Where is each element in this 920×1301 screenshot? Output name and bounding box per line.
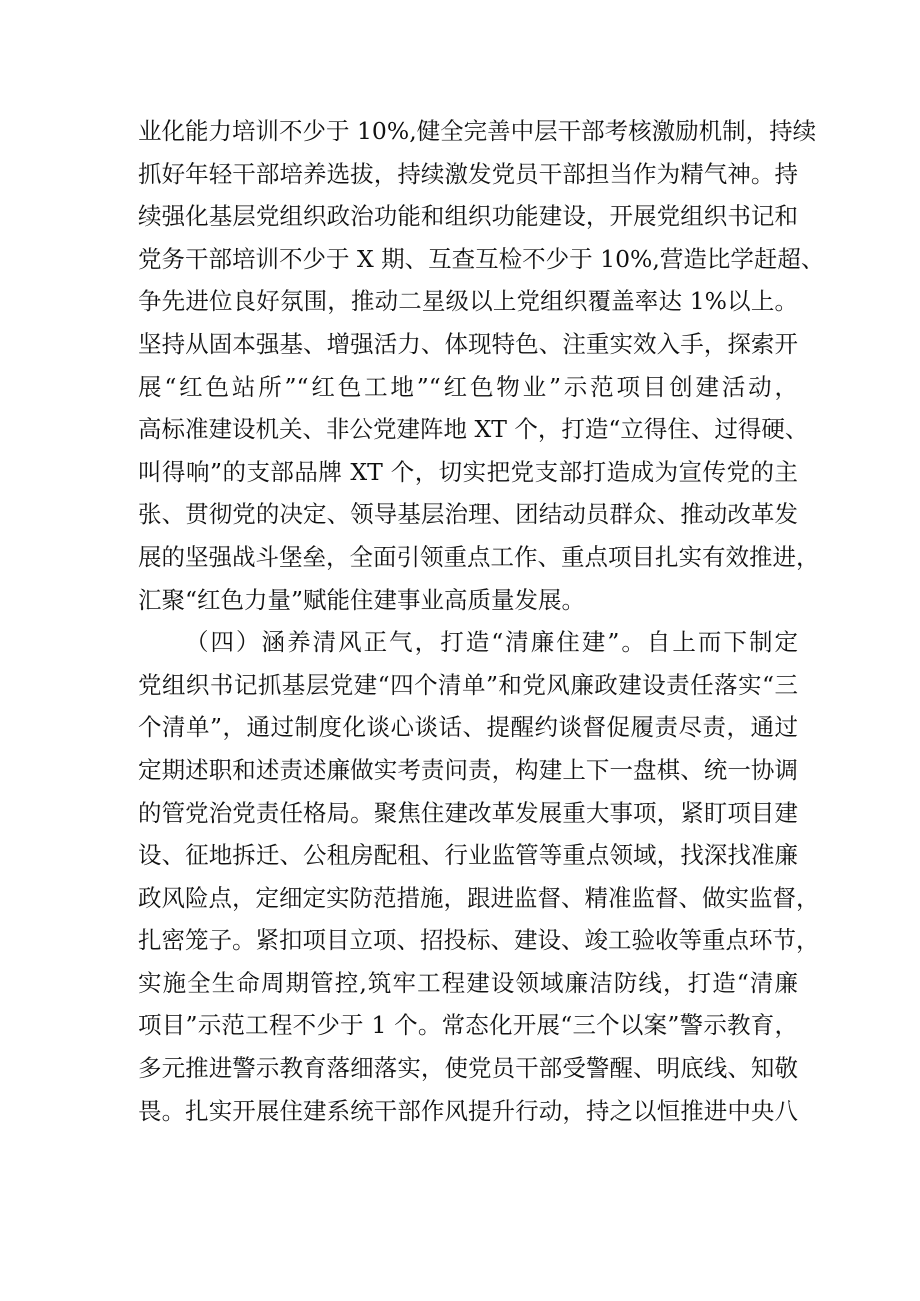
paragraph-1-line: 展的坚强战斗堡垒，全面引领重点工作、重点项目扎实有效推进， — [138, 542, 820, 571]
paragraph-1-line: 坚持从固本强基、增强活力、体现特色、注重实效入手，探索开 — [138, 329, 798, 358]
paragraph-2-line: 的管党治党责任格局。聚焦住建改革发展重大事项，紧盯项目建 — [138, 798, 798, 827]
paragraph-2-line: 扎密笼子。紧扣项目立项、招投标、建设、竣工验收等重点环节， — [138, 926, 820, 955]
paragraph-1-line: 汇聚“红色力量”赋能住建事业高质量发展。 — [138, 585, 586, 614]
paragraph-1-line: 高标准建设机关、非公党建阵地 XT 个，打造“立得住、过得硬、 — [138, 415, 809, 444]
paragraph-2-line: 个清单”，通过制度化谈心谈话、提醒约谈督促履责尽责，通过 — [138, 713, 798, 742]
document-body — [138, 110, 825, 1132]
paragraph-1-line: 张、贯彻党的决定、领导基层治理、团结动员群众、推动改革发 — [138, 500, 798, 529]
paragraph-1-line: 展“红色站所”“红色工地”“红色物业”示范项目创建活动， — [138, 372, 798, 401]
paragraph-1-line: 叫得响”的支部品牌 XT 个，切实把党支部打造成为宣传党的主 — [138, 457, 798, 486]
paragraph-2-line: 实施全生命周期管控,筑牢工程建设领域廉洁防线，打造“清廉 — [138, 968, 798, 997]
paragraph-2-line: 畏。扎实开展住建系统干部作风提升行动，持之以恒推进中央八 — [138, 1096, 798, 1125]
paragraph-1-line: 抓好年轻干部培养选拔，持续激发党员干部担当作为精气神。持 — [138, 159, 798, 188]
paragraph-2-line: 政风险点，定细定实防范措施，跟进监督、精准监督、做实监督， — [138, 883, 820, 912]
paragraph-1-line: 党务干部培训不少于 X 期、互查互检不少于 10%,营造比学赶超、 — [138, 244, 825, 273]
paragraph-2-line: 党组织书记抓基层党建“四个清单”和党风廉政建设责任落实“三 — [138, 670, 798, 699]
section-heading-line: （四）涵养清风正气，打造“清廉住建”。自上而下制定 — [185, 628, 798, 657]
paragraph-1-line: 争先进位良好氛围，推动二星级以上党组织覆盖率达 1%以上。 — [138, 287, 798, 316]
paragraph-1-line: 续强化基层党组织政治功能和组织功能建设，开展党组织书记和 — [138, 202, 798, 231]
paragraph-2-line: 设、征地拆迁、公租房配租、行业监管等重点领域，找深找准廉 — [138, 841, 798, 870]
paragraph-2-line: 多元推进警示教育落细落实，使党员干部受警醒、明底线、知敬 — [138, 1054, 798, 1083]
paragraph-1-line: 业化能力培训不少于 10%,健全完善中层干部考核激励机制，持续 — [138, 117, 817, 145]
paragraph-2-line: 项目”示范工程不少于 1 个。常态化开展“三个以案”警示教育， — [138, 1011, 798, 1040]
paragraph-2-line: 定期述职和述责述廉做实考责问责，构建上下一盘棋、统一协调 — [138, 755, 798, 784]
